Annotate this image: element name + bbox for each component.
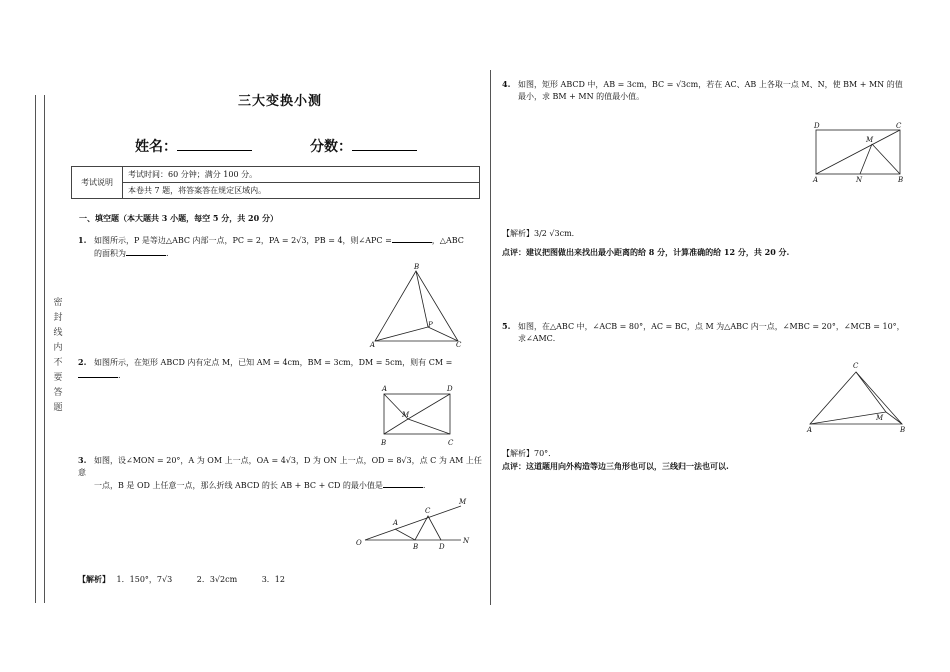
answer-1: 1．150°，7√3 <box>116 575 173 584</box>
answers-section-1 <box>78 573 285 586</box>
q4-comment: 点评：建议把图做出来找出最小距离的给 8 分，计算准确的给 12 分，共 20 分. <box>502 247 790 257</box>
section-heading: 一、填空题（本大题共 3 小题，每空 5 分，共 20 分） <box>79 213 278 223</box>
question-text: 如图，设∠MON = 20°，A 为 OM 上一点，OA = 4√3，D 为 ON 上一点，OD = 8√3，点 C 为 AM 上任意 <box>78 456 482 477</box>
question-text: . <box>166 249 169 258</box>
name-blank[interactable] <box>177 138 252 151</box>
fig-label: O <box>356 539 362 547</box>
question-1 <box>78 234 482 260</box>
fig-label: B <box>414 263 420 271</box>
question-text: 的面积为 <box>94 249 126 258</box>
fig-label: M <box>876 414 884 422</box>
fig-label: B <box>413 543 419 551</box>
answer-3: 3．12 <box>261 575 285 584</box>
question-2 <box>78 356 482 382</box>
question-number: 2. <box>78 357 87 367</box>
seal-char: 题 <box>53 403 63 413</box>
figure-q1-triangle <box>370 265 465 350</box>
seal-char: 线 <box>53 328 63 338</box>
fig-label: B <box>898 176 904 184</box>
question-number: 1. <box>78 235 87 245</box>
column-divider <box>490 70 491 605</box>
fig-label: P <box>428 321 433 329</box>
question-text: 如图所示，P 是等边△ABC 内部一点，PC = 2，PA = 2√3，PB = 4，则∠APC = <box>94 236 392 245</box>
exam-info-table <box>71 166 480 199</box>
seal-char: 要 <box>53 373 63 383</box>
page-title: 三大变换小测 <box>237 94 322 109</box>
question-text: 如图所示，在矩形 ABCD 内有定点 M，已知 AM = 4cm，BM = 3cm，DM = 5cm，则有 CM = <box>94 358 453 367</box>
seal-char: 封 <box>53 313 63 323</box>
fig-label: M <box>402 411 410 419</box>
question-text: ，△ABC <box>431 236 464 245</box>
figure-q2-rectangle <box>378 384 463 448</box>
fig-label: A <box>813 176 819 184</box>
fig-label: B <box>381 439 387 447</box>
seal-char: 密 <box>53 298 63 308</box>
fig-label: A <box>370 341 376 349</box>
fig-label: M <box>866 136 874 144</box>
fig-label: C <box>456 341 462 349</box>
name-label: 姓名： <box>135 139 177 155</box>
binding-line-left <box>35 95 36 603</box>
score-field <box>310 136 417 156</box>
q5-analysis: 【解析】70°． <box>502 449 557 458</box>
fig-label: N <box>856 176 863 184</box>
analysis-label: 【解析】 <box>78 574 110 584</box>
question-number: 5. <box>502 321 511 331</box>
fig-label: A <box>393 519 399 527</box>
fig-label: D <box>447 385 453 393</box>
score-label: 分数： <box>310 139 352 155</box>
question-text: . <box>422 481 426 490</box>
question-number: 4. <box>502 79 511 89</box>
question-text: 一点，B 是 OD 上任意一点，那么折线 ABCD 的长 AB + BC + CD 的最小值是 <box>94 481 383 490</box>
binding-line-right <box>44 95 45 603</box>
fig-label: N <box>463 537 470 545</box>
score-blank[interactable] <box>352 138 417 151</box>
question-5 <box>502 320 912 345</box>
info-row-count: 本卷共 7 题，将答案答在规定区域内。 <box>123 183 480 199</box>
question-number: 3. <box>78 455 87 465</box>
seal-char: 内 <box>53 343 63 353</box>
info-label: 考试说明 <box>72 167 123 199</box>
fig-label: C <box>425 507 431 515</box>
fig-label: C <box>896 122 902 130</box>
fig-label: C <box>853 362 859 370</box>
seal-char: 不 <box>53 358 63 368</box>
question-text: . <box>118 371 121 380</box>
answer-2: 2．3√2cm <box>196 575 238 584</box>
question-text: 如图，在△ABC 中，∠ACB = 80°，AC = BC，点 M 为△ABC 内一点，∠MBC = 20°，∠MCB = 10°， <box>518 322 905 331</box>
fig-label: A <box>807 426 813 434</box>
answer-blank[interactable] <box>392 234 432 243</box>
question-3 <box>78 454 482 492</box>
fig-label: C <box>448 439 454 447</box>
fig-label: M <box>459 498 467 506</box>
figure-q4-rectangle <box>810 118 910 184</box>
question-text: 如图，矩形 ABCD 中，AB = 3cm，BC = √3cm，若在 AC、AB 上各取一点 M、N，使 BM + MN 的值 <box>518 80 903 89</box>
figure-q3-angle <box>355 498 470 553</box>
q5-comment: 点评：这道题用向外构造等边三角形也可以，三线归一法也可以. <box>502 461 729 471</box>
name-field <box>135 136 252 156</box>
answer-blank[interactable] <box>383 479 423 488</box>
fig-label: D <box>439 543 445 551</box>
fig-label: B <box>900 426 906 434</box>
info-row-time: 考试时间：60 分钟；满分 100 分。 <box>123 167 480 183</box>
fig-label: A <box>382 385 388 393</box>
seal-notice <box>52 296 64 416</box>
figure-q5-triangle <box>806 360 911 436</box>
question-4 <box>502 78 912 103</box>
question-text: 最小，求 BM + MN 的值最小值。 <box>518 92 645 101</box>
answer-blank[interactable] <box>78 369 118 378</box>
fig-label: D <box>814 122 820 130</box>
seal-char: 答 <box>53 388 63 398</box>
q4-analysis: 【解析】3/2 √3cm． <box>502 229 580 238</box>
question-text: 求∠AMC． <box>518 334 561 343</box>
answer-blank[interactable] <box>126 247 166 256</box>
